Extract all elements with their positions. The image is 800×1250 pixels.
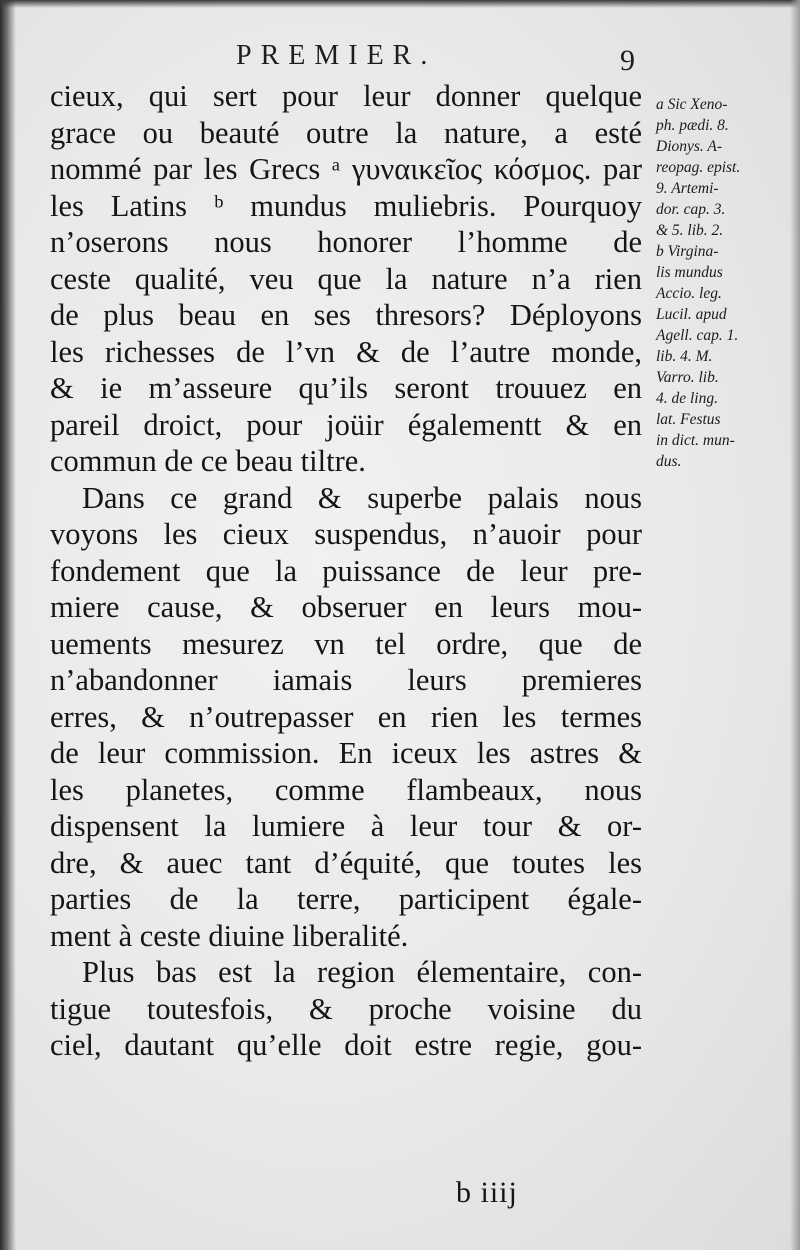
text-line: Plus bas est la region élementaire, con-: [82, 955, 642, 989]
marginal-note-line: in dict. mun-: [656, 432, 735, 449]
text-line: parties de la terre, participent égale-: [50, 882, 642, 916]
text-line: uements mesurez vn tel ordre, que de: [50, 626, 642, 661]
text-line: cieux, qui sert pour leur donner quelque: [50, 79, 642, 113]
marginal-note-line: Dionys. A-: [656, 138, 723, 155]
text-line: ceste qualité, veu que la nature n’a rien: [50, 261, 642, 296]
marginal-note-line: Accio. leg.: [656, 285, 722, 302]
marginal-notes: [656, 94, 796, 472]
text-line: nommé par les Grecs ᵃ γυναικεῖος κόσμος. par: [50, 152, 642, 186]
marginal-note-line: b Virgina-: [656, 243, 719, 260]
marginal-note-line: ph. pædi. 8.: [656, 117, 729, 134]
marginal-note-line: lat. Festus: [656, 411, 721, 428]
text-line: voyons les cieux suspendus, n’auoir pour: [50, 517, 642, 551]
text-line: ciel, dautant qu’elle doit estre regie, gou-: [50, 1028, 642, 1062]
text-line: n’abandonner iamais leurs premieres: [50, 663, 642, 697]
text-line: les Latins ᵇ mundus muliebris. Pourquoy: [50, 188, 642, 223]
marginal-note-line: 9. Artemi-: [656, 180, 719, 197]
scan-edge-left: [0, 0, 16, 1250]
marginal-note-line: lis mundus: [656, 264, 723, 281]
text-line: erres, & n’outrepasser en rien les termes: [50, 699, 642, 734]
text-line: & ie m’asseure qu’ils seront trouuez en: [50, 371, 642, 405]
marginal-note-line: dor. cap. 3.: [656, 201, 726, 218]
signature-mark: b iiij: [456, 1176, 518, 1209]
text-line: fondement que la puissance de leur pre-: [50, 553, 642, 588]
marginal-note-line: dus.: [656, 453, 682, 470]
text-line: dre, & auec tant d’équité, que toutes les: [50, 845, 642, 880]
page-number: 9: [620, 44, 635, 77]
marginal-note-line: Varro. lib.: [656, 369, 719, 386]
text-line: dispensent la lumiere à leur tour & or-: [50, 809, 642, 843]
marginal-note-line: Agell. cap. 1.: [656, 327, 739, 344]
text-line: Dans ce grand & superbe palais nous: [82, 480, 642, 515]
text-line: pareil droict, pour joüir égalementt & en: [50, 407, 642, 442]
text-line: les planetes, comme flambeaux, nous: [50, 772, 642, 807]
marginal-note-line: a Sic Xeno-: [656, 96, 728, 113]
marginal-note-line: Lucil. apud: [656, 306, 727, 323]
scan-edge-top: [0, 0, 800, 8]
text-line: tigue toutesfois, & proche voisine du: [50, 991, 642, 1026]
text-line: de plus beau en ses thresors? Déployons: [50, 298, 642, 332]
running-head: PREMIER.: [236, 40, 437, 71]
text-line: ment à ceste diuine liberalité.: [50, 918, 409, 953]
marginal-note-line: reopag. epist.: [656, 159, 741, 176]
main-text-block: [50, 78, 642, 1064]
marginal-note-line: 4. de ling.: [656, 390, 718, 407]
text-line: n’oserons nous honorer l’homme de: [50, 225, 642, 259]
text-line: commun de ce beau tiltre.: [50, 444, 366, 478]
text-line: grace ou beauté outre la nature, a esté: [50, 115, 642, 150]
text-line: les richesses de l’vn & de l’autre monde,: [50, 334, 642, 369]
text-line: de leur commission. En iceux les astres &: [50, 736, 642, 770]
marginal-note-line: & 5. lib. 2.: [656, 222, 724, 239]
marginal-note-line: lib. 4. M.: [656, 348, 713, 365]
text-line: miere cause, & obseruer en leurs mou-: [50, 590, 642, 624]
